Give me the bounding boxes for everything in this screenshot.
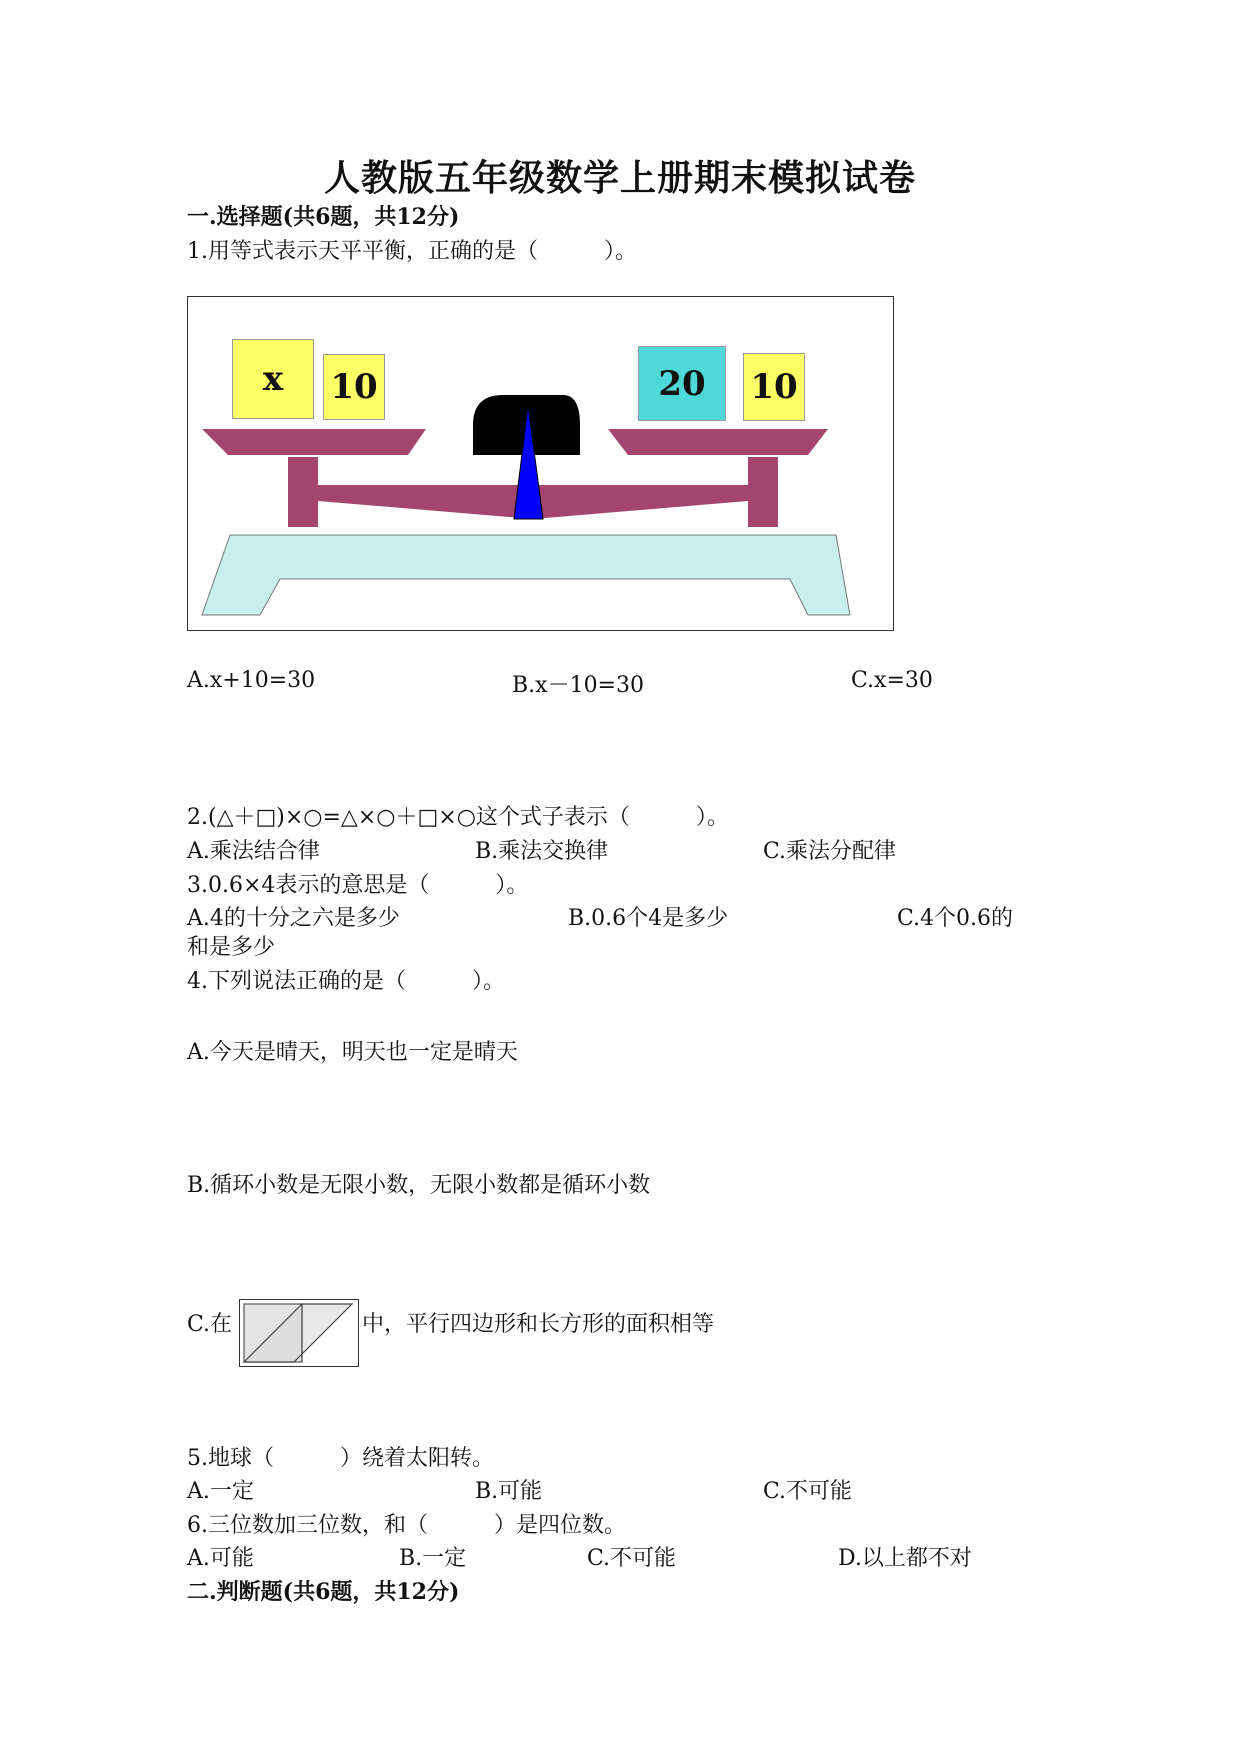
question-4-option-b[interactable]: B.循环小数是无限小数，无限小数都是循环小数 (187, 1173, 651, 1198)
question-4-option-c-suffix: 中，平行四边形和长方形的面积相等 (362, 1312, 715, 1337)
question-4-option-c-prefix[interactable]: C.在 (187, 1312, 233, 1337)
question-6-option-b[interactable]: B.一定 (399, 1546, 467, 1571)
page-title: 人教版五年级数学上册期末模拟试卷 (323, 157, 916, 199)
section-heading-choice: 一.选择题(共6题，共12分) (187, 204, 460, 230)
parallelogram-rectangle-figure (239, 1299, 359, 1367)
question-3-option-a[interactable]: A.4的十分之六是多少 (187, 906, 400, 931)
question-1-option-a[interactable]: A.x+10=30 (187, 668, 316, 693)
question-3-option-c-continued: 和是多少 (187, 935, 276, 960)
section-heading-judgement: 二.判断题(共6题，共12分) (187, 1579, 460, 1605)
question-2-option-c[interactable]: C.乘法分配律 (763, 839, 897, 864)
question-6-option-c[interactable]: C.不可能 (587, 1546, 677, 1571)
question-6-stem: 6.三位数加三位数，和（ ）是四位数。 (187, 1513, 626, 1538)
question-3-stem: 3.0.6×4表示的意思是（ ）。 (187, 873, 529, 898)
right-pan (608, 429, 828, 455)
question-1-option-b[interactable]: B.x－10=30 (512, 673, 644, 698)
balance-scale-figure (187, 296, 894, 631)
question-5-option-b[interactable]: B.可能 (475, 1479, 543, 1504)
question-3-option-c[interactable]: C.4个0.6的 (897, 906, 1014, 931)
weight-box-10-left: 10 (323, 354, 385, 420)
question-4-stem: 4.下列说法正确的是（ ）。 (187, 969, 505, 994)
left-pan (202, 429, 426, 455)
question-5-option-a[interactable]: A.一定 (187, 1479, 254, 1504)
question-2-option-b[interactable]: B.乘法交换律 (475, 839, 609, 864)
scale-base (202, 535, 850, 615)
question-5-option-c[interactable]: C.不可能 (763, 1479, 853, 1504)
question-6-option-a[interactable]: A.可能 (187, 1546, 254, 1571)
left-pillar (288, 457, 318, 527)
question-1-option-c[interactable]: C.x=30 (851, 668, 933, 693)
weight-box-10-right: 10 (743, 353, 805, 421)
weight-box-20: 20 (638, 346, 726, 421)
question-3-option-b[interactable]: B.0.6个4是多少 (568, 906, 729, 931)
question-2-stem: 2.(△＋□)×○=△×○＋□×○这个式子表示（ ）。 (187, 805, 729, 830)
right-pillar (748, 457, 778, 527)
question-5-stem: 5.地球（ ）绕着太阳转。 (187, 1446, 494, 1471)
question-2-option-a[interactable]: A.乘法结合律 (187, 839, 320, 864)
question-1-stem: 1.用等式表示天平平衡，正确的是（ ）。 (187, 239, 637, 264)
weight-box-x: x (232, 339, 314, 419)
parallelogram-drawing (240, 1300, 358, 1366)
question-4-option-a[interactable]: A.今天是晴天，明天也一定是晴天 (187, 1040, 518, 1065)
question-6-option-d[interactable]: D.以上都不对 (838, 1546, 972, 1571)
